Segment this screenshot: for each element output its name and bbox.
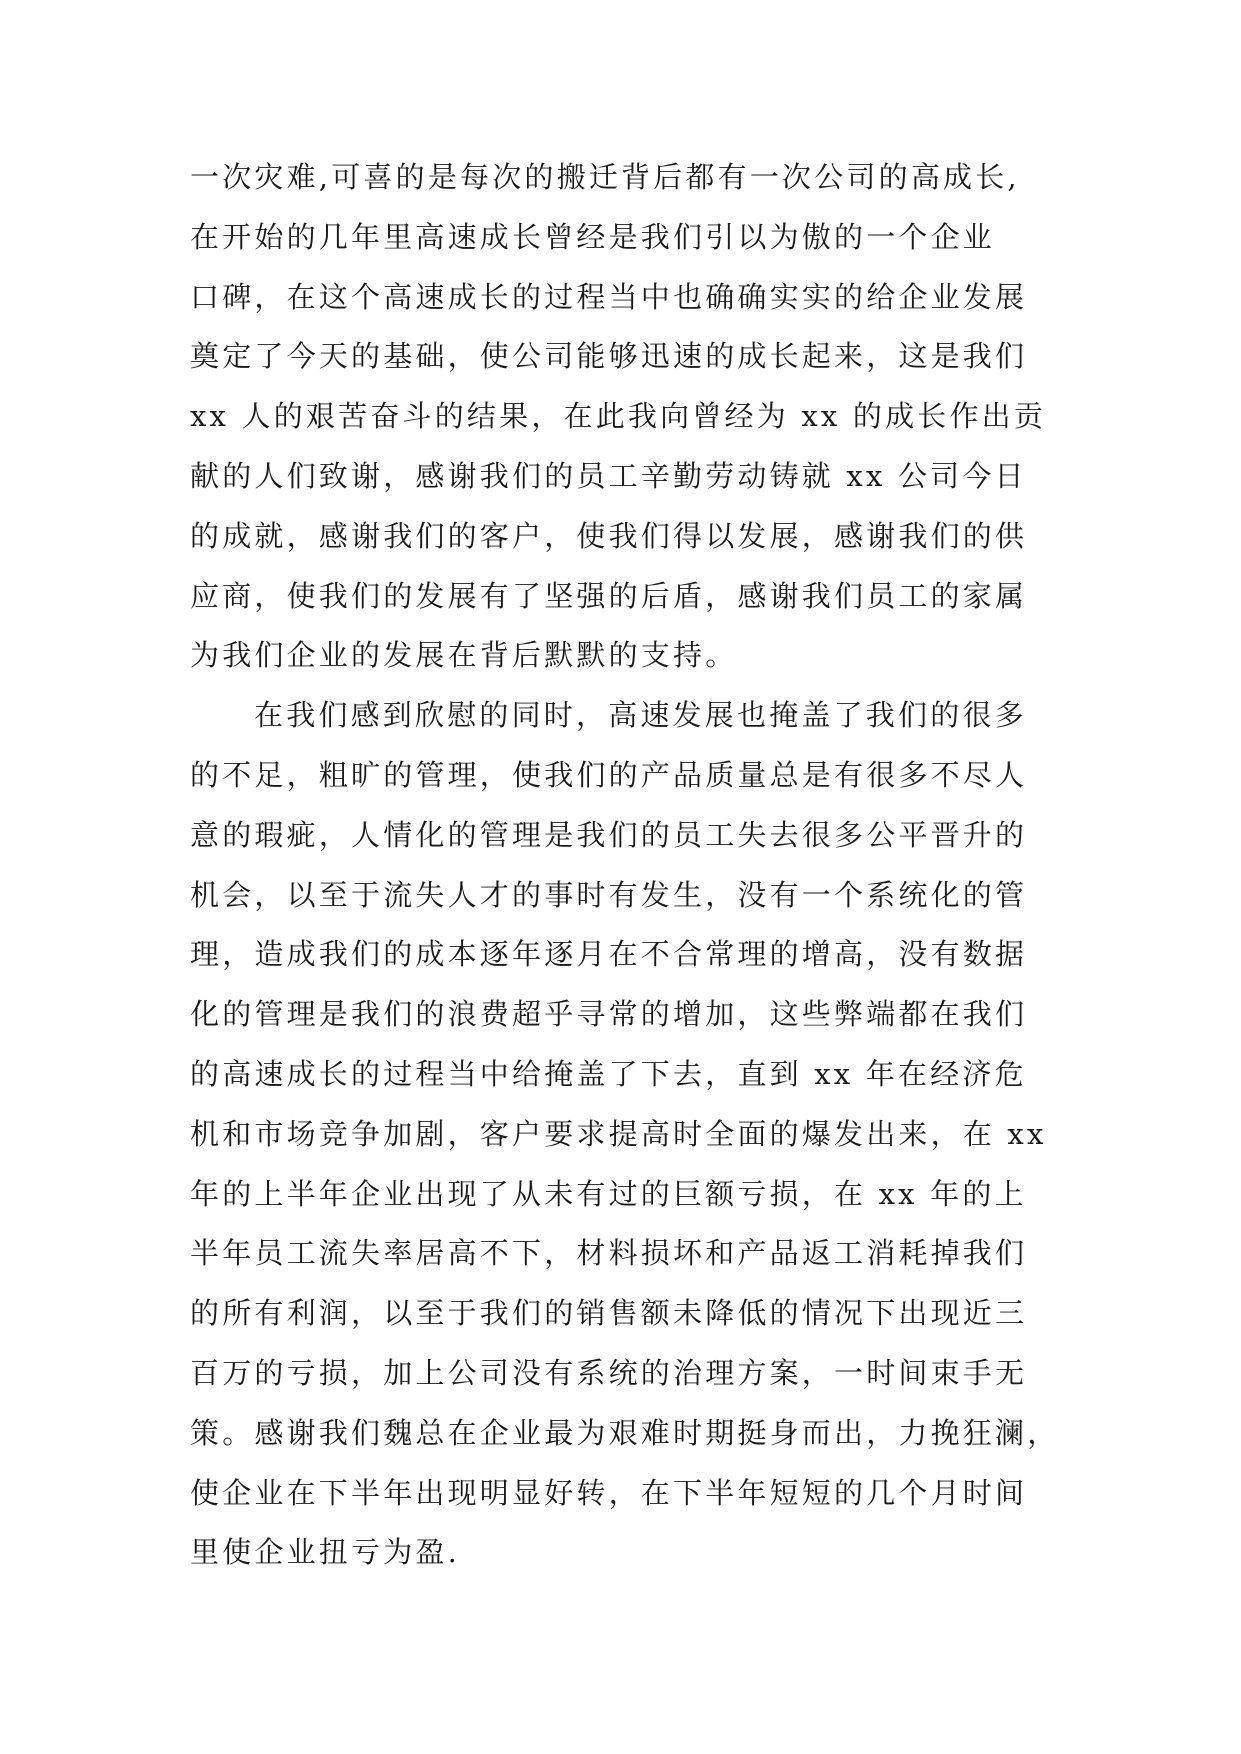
text-line: 在开始的几年里高速成长曾经是我们引以为傲的一个企业 bbox=[190, 219, 996, 254]
text-line: 在我们感到欣慰的同时，高速发展也掩盖了我们的很多 bbox=[254, 698, 1027, 733]
text-line: 的所有利润，以至于我们的销售额未降低的情况下出现近三 bbox=[190, 1296, 1028, 1331]
paragraph bbox=[190, 148, 1090, 686]
text-line: 年的上半年企业出现了从未有过的巨额亏损，在 xx 年的上 bbox=[190, 1176, 1027, 1211]
document-body bbox=[190, 148, 1090, 1583]
text-line: 为我们企业的发展在背后默默的支持。 bbox=[190, 638, 738, 673]
text-line: 奠定了今天的基础，使公司能够迅速的成长起来，这是我们 bbox=[190, 339, 1028, 374]
text-line: 里使企业扭亏为盈. bbox=[190, 1535, 461, 1570]
text-line: 意的瑕疵，人情化的管理是我们的员工失去很多公平晋升的 bbox=[190, 817, 1028, 852]
text-line: 的不足，粗旷的管理，使我们的产品质量总是有很多不尽人 bbox=[190, 757, 1028, 792]
text-line: 一次灾难,可喜的是每次的搬迁背后都有一次公司的高成长, bbox=[190, 160, 1020, 194]
text-line: 半年员工流失率居高不下，材料损坏和产品返工消耗掉我们 bbox=[190, 1236, 1028, 1271]
text-line: 理，造成我们的成本逐年逐月在不合常理的增高，没有数据 bbox=[190, 937, 1028, 972]
text-line: 化的管理是我们的浪费超乎寻常的增加，这些弊端都在我们 bbox=[190, 997, 1028, 1032]
text-line: 献的人们致谢，感谢我们的员工辛勤劳动铸就 xx 公司今日 bbox=[190, 458, 1027, 493]
text-line: 应商，使我们的发展有了坚强的后盾，感谢我们员工的家属 bbox=[190, 578, 1028, 613]
text-line: 的高速成长的过程当中给掩盖了下去，直到 xx 年在经济危 bbox=[190, 1056, 1027, 1091]
text-line: 机会，以至于流失人才的事时有发生，没有一个系统化的管 bbox=[190, 877, 1028, 912]
text-line: 使企业在下半年出现明显好转，在下半年短短的几个月时间 bbox=[190, 1475, 1028, 1510]
text-line: 百万的亏损，加上公司没有系统的治理方案，一时间束手无 bbox=[190, 1355, 1028, 1390]
text-line: 的成就，感谢我们的客户，使我们得以发展，感谢我们的供 bbox=[190, 518, 1028, 553]
text-line: 口碑，在这个高速成长的过程当中也确确实实的给企业发展 bbox=[190, 279, 1028, 314]
text-line: 机和市场竞争加剧，客户要求提高时全面的爆发出来，在 xx bbox=[190, 1116, 1047, 1151]
text-line: xx 人的艰苦奋斗的结果，在此我向曾经为 xx 的成长作出贡 bbox=[190, 399, 1047, 434]
text-line: 策。感谢我们魏总在企业最为艰难时期挺身而出，力挽狂澜， bbox=[190, 1415, 1060, 1450]
paragraph bbox=[190, 686, 1090, 1583]
